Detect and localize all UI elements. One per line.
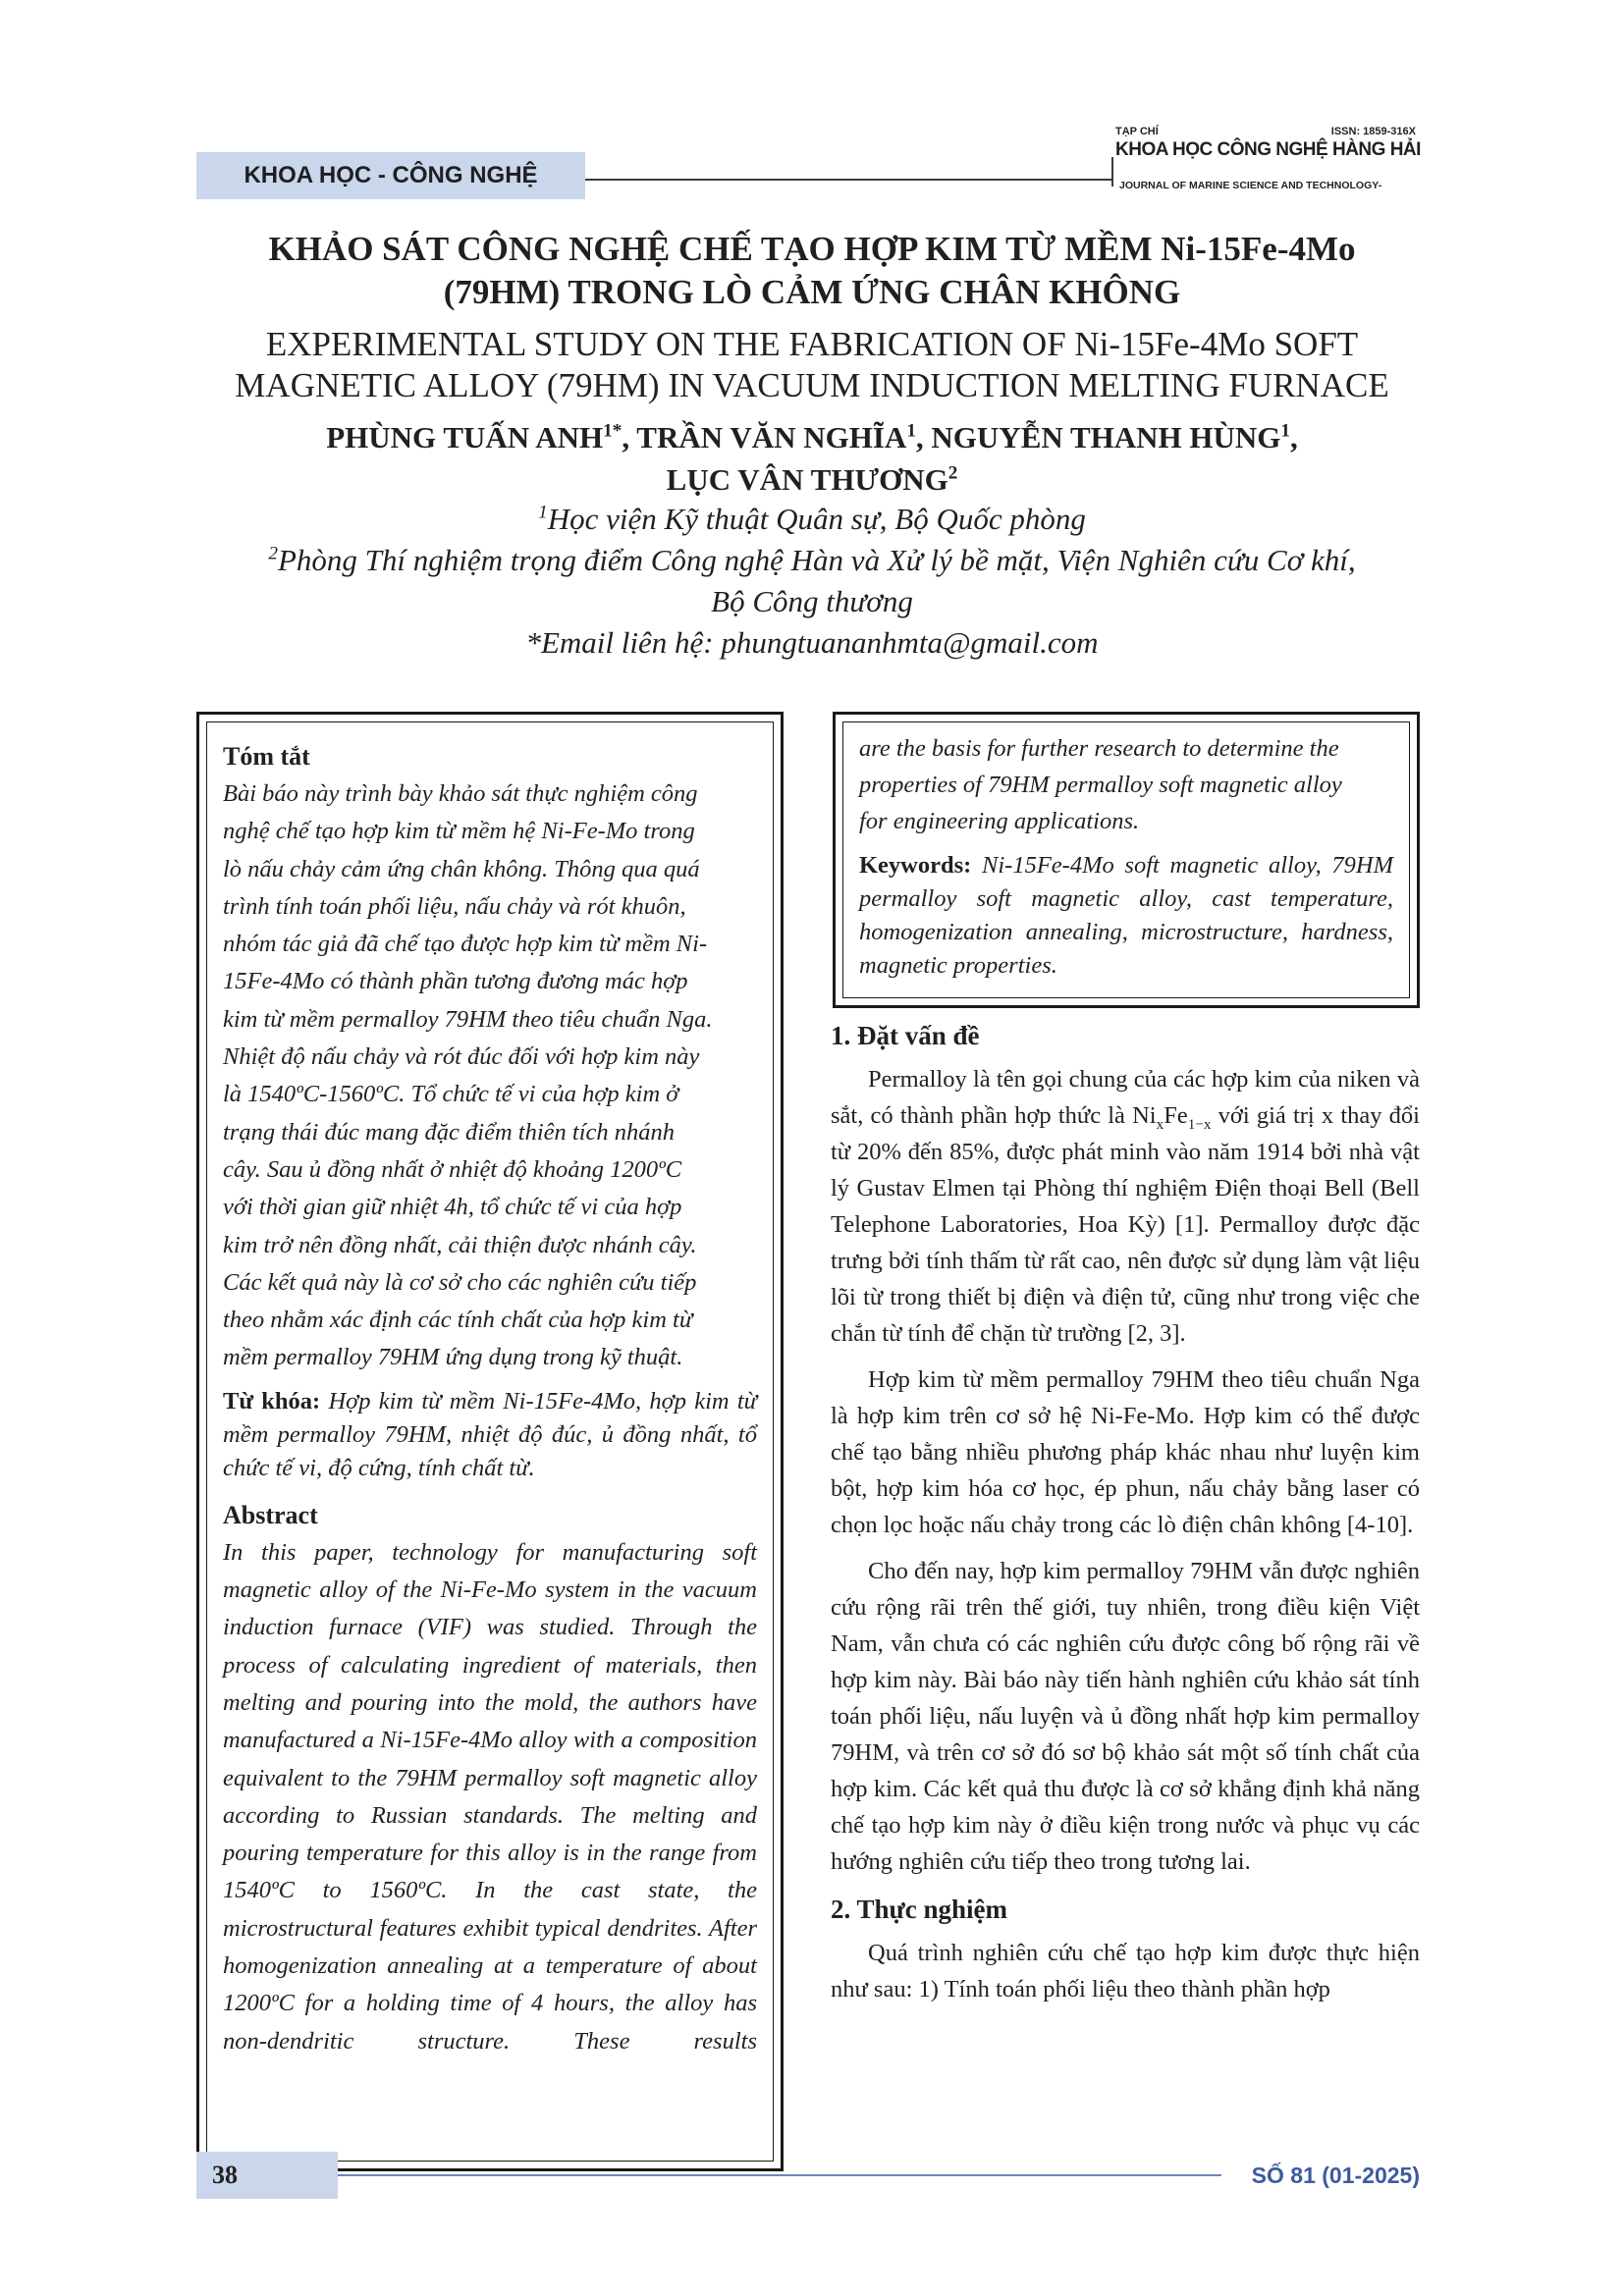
- abstract-vi-line: mềm permalloy 79HM ứng dụng trong kỹ thuật.: [223, 1344, 683, 1371]
- issue-number: SỐ 81 (01-2025): [1251, 2163, 1420, 2188]
- title-vi-line-1: KHẢO SÁT CÔNG NGHỆ CHẾ TẠO HỢP KIM TỪ MỀM Ni-15Fe-4Mo: [268, 230, 1356, 268]
- abstract-vi-line: Nhiệt độ nấu chảy và rót đúc đối với hợp kim này: [223, 1043, 700, 1071]
- abstract-vi-line: Các kết quả này là cơ sở cho các nghiên cứu tiếp: [223, 1268, 697, 1296]
- abstract-vi-line: kim trở nên đồng nhất, cải thiện được nhánh cây.: [223, 1231, 697, 1258]
- abstract-vi-text: [223, 775, 757, 1377]
- abstract-vi-line: Bài báo này trình bày khảo sát thực nghiệm công: [223, 780, 698, 807]
- body-column: [831, 1016, 1420, 2017]
- abstract-vi-line: lò nấu chảy cảm ứng chân không. Thông qua quá: [223, 855, 700, 882]
- abstract-en-cont-line: properties of 79HM permalloy soft magnetic alloy: [859, 772, 1342, 798]
- abstract-vi-line: với thời gian giữ nhiệt 4h, tổ chức tế vi của hợp: [223, 1194, 682, 1221]
- section-1-heading: 1. Đặt vấn đề: [831, 1021, 980, 1050]
- affiliation-1: $^1$Học viện Kỹ thuật Quân sự, Bộ Quốc phòng: [538, 502, 1086, 536]
- keywords-en-label: Keywords: [859, 852, 964, 879]
- abstract-en-continuation: [859, 730, 1393, 839]
- keywords-vi: Từ khóa: Hợp kim từ mềm Ni-15Fe-4Mo, hợp kim từ mềm permalloy 79HM, nhiệt độ đúc, ủ đồng nhất, tổ chức tế vi, độ cứng, tính chất từ.: [223, 1387, 757, 1481]
- abstract-en-heading: Abstract: [223, 1500, 318, 1529]
- issn: ISSN: 1859-316X: [1330, 126, 1416, 137]
- title-en-line-1: EXPERIMENTAL STUDY ON THE FABRICATION OF Ni-15Fe-4Mo SOFT: [265, 325, 1359, 363]
- abstract-vi-heading: Tóm tắt: [223, 742, 310, 771]
- abstract-vi-line: trạng thái đúc mang đặc điểm thiên tích nhánh: [223, 1118, 675, 1146]
- keywords-en: Keywords: Ni-15Fe-4Mo soft magnetic alloy, 79HM permalloy soft magnetic alloy, cast temperature, homogenization annealing, microstructure, hardness, magnetic properties.: [859, 852, 1393, 979]
- title-en-line-2: MAGNETIC ALLOY (79HM) IN VACUUM INDUCTION MELTING FURNACE: [235, 366, 1389, 404]
- author-1-affil: 1*: [603, 420, 623, 442]
- journal-name: KHOA HỌC CÔNG NGHỆ HÀNG HẢI: [1115, 139, 1421, 160]
- journal-label: TẠP CHÍ: [1115, 126, 1159, 137]
- author-4: LỤC VÂN THƯƠNG: [666, 462, 948, 497]
- author-2-affil: 1: [906, 420, 916, 442]
- author-4-affil: 2: [947, 462, 958, 484]
- journal-bracket: [1111, 157, 1113, 187]
- section-1-paragraph-2: Hợp kim từ mềm permalloy 79HM theo tiêu chuẩn Nga là hợp kim trên cơ sở hệ Ni-Fe-Mo. Hợp kim có thể được chế tạo bằng nhiều phương pháp khác nhau như luyện kim bột, hợp kim hóa cơ học, ép phun, nấu chảy bằng laser có chọn lọc hoặc nấu chảy trong các lò điện chân không [4-10].: [831, 1366, 1420, 1538]
- keywords-vi-label: Từ khóa: [223, 1387, 313, 1415]
- abstract-continuation-box: [833, 712, 1420, 1008]
- abstract-vi-line: 15Fe-4Mo có thành phần tương đương mác hợp: [223, 968, 688, 995]
- author-list: PHÙNG TUẤN $ANH^{1*}$, TRẦN VĂN NGHĨA$^1$, NGUYỄN THANH HÙNG$^1$, LỤC VÂN THƯƠNG$^2$: [326, 420, 1298, 497]
- abstract-box: [196, 712, 784, 2171]
- journal-masthead: [1115, 126, 1421, 161]
- abstract-vi-line: theo nhằm xác định các tính chất của hợp kim từ: [223, 1307, 693, 1334]
- section-2-heading: 2. Thực nghiệm: [831, 1895, 1007, 1924]
- author-3: NGUYỄN THANH HÙNG: [931, 420, 1281, 454]
- abstract-vi-line: kim từ mềm permalloy 79HM theo tiêu chuẩn Nga.: [223, 1005, 713, 1033]
- author-1: PHÙNG TUẤN ANH: [326, 420, 604, 454]
- abstract-vi-line: cây. Sau ủ đồng nhất ở nhiệt độ khoảng 1200ºC: [223, 1155, 682, 1183]
- page-number: 38: [196, 2152, 338, 2199]
- section-1-paragraph-3: Cho đến nay, hợp kim permalloy 79HM vẫn được nghiên cứu rộng rãi trên thế giới, tuy nhiên, trong điều kiện Việt Nam, vẫn chưa có các nghiên cứu được công bố rộng rãi về hợp kim này. Bài báo này tiến hành nghiên cứu khảo sát tính toán phối liệu, nấu luyện và ủ đồng nhất hợp kim permalloy 79HM, và trên cơ sở đó sơ bộ khảo sát một số tính chất của hợp kim. Các kết quả thu được là cơ sở khẳng định khả năng chế tạo hợp kim này ở điều kiện trong nước và phục vụ các hướng nghiên cứu tiếp theo trong tương lai.: [831, 1558, 1420, 1875]
- abstract-en-cont-line: are the basis for further research to determine the: [859, 735, 1339, 762]
- section-1-paragraph-1: Permalloy là tên gọi chung của các hợp kim của niken và sắt, có thành phần hợp thức là $Ni_xFe_{1-x}$ với giá trị x thay đổi từ 20% đến 85%, được phát minh vào năm 1914 bởi nhà vật lý Gustav Elmen tại Phòng thí nghiệm Điện thoại Bell (Bell Telephone Laboratories, Hoa Kỳ) [1]. Permalloy được đặc trưng bởi tính thấm từ rất cao, nên được sử dụng làm vật liệu lõi từ trong thiết bị điện và điện tử, cũng như trong việc che chắn từ tính để chặn từ trường [2, 3].: [831, 1066, 1420, 1347]
- title-vi: [147, 228, 1477, 314]
- abstract-vi-line: nghệ chế tạo hợp kim từ mềm hệ Ni-Fe-Mo trong: [223, 818, 695, 845]
- contact-email: *Email liên hệ: phungtuananhmta@gmail.com: [525, 625, 1099, 660]
- author-2: TRẦN VĂN NGHĨA: [636, 420, 907, 454]
- affiliation-2: $^2$Phòng Thí nghiệm trọng điểm Công nghệ Hàn và Xử lý bề mặt, Viện Nghiên cứu Cơ khí,: [268, 543, 1356, 577]
- journal-name-en: JOURNAL OF MARINE SCIENCE AND TECHNOLOGY-: [1119, 180, 1382, 191]
- footer-rule: [338, 2174, 1221, 2176]
- abstract-vi-line: nhóm tác giả đã chế tạo được hợp kim từ mềm Ni-: [223, 931, 708, 958]
- title-vi-line-2: (79HM) TRONG LÒ CẢM ỨNG CHÂN KHÔNG: [443, 273, 1181, 311]
- affiliation-2-cont: Bộ Công thương: [711, 584, 913, 618]
- section-tag: KHOA HỌC - CÔNG NGHỆ: [196, 152, 585, 199]
- header-rule: [585, 179, 1111, 181]
- abstract-vi-line: là 1540ºC-1560ºC. Tổ chức tế vi của hợp kim ở: [223, 1081, 679, 1108]
- title-en: [147, 324, 1477, 406]
- abstract-en-cont-line: for engineering applications.: [859, 808, 1140, 834]
- abstract-vi-line: trình tính toán phối liệu, nấu chảy và rót khuôn,: [223, 892, 686, 920]
- abstract-en-text: In this paper, technology for manufacturing soft magnetic alloy of the Ni-Fe-Mo system in the vacuum induction furnace (VIF) was studied. Through the process of calculating ingredient of materials, then melting and pouring into the mold, the authors have manufactured a Ni-15Fe-4Mo alloy with a composition equivalent to the 79HM permalloy soft magnetic alloy according to Russian standards. The melting and pouring temperature for this alloy is in the range from 1540ºC to 1560ºC. In the cast state, the microstructural features exhibit typical dendrites. After homogenization annealing at a temperature of about 1200ºC for a holding time of 4 hours, the alloy has non-dendritic structure. These results: [223, 1538, 757, 2055]
- affiliations: [147, 499, 1477, 664]
- author-3-affil: 1: [1280, 420, 1290, 442]
- section-2-paragraph-1: Quá trình nghiên cứu chế tạo hợp kim được thực hiện như sau: 1) Tính toán phối liệu theo thành phần hợp: [831, 1940, 1420, 2002]
